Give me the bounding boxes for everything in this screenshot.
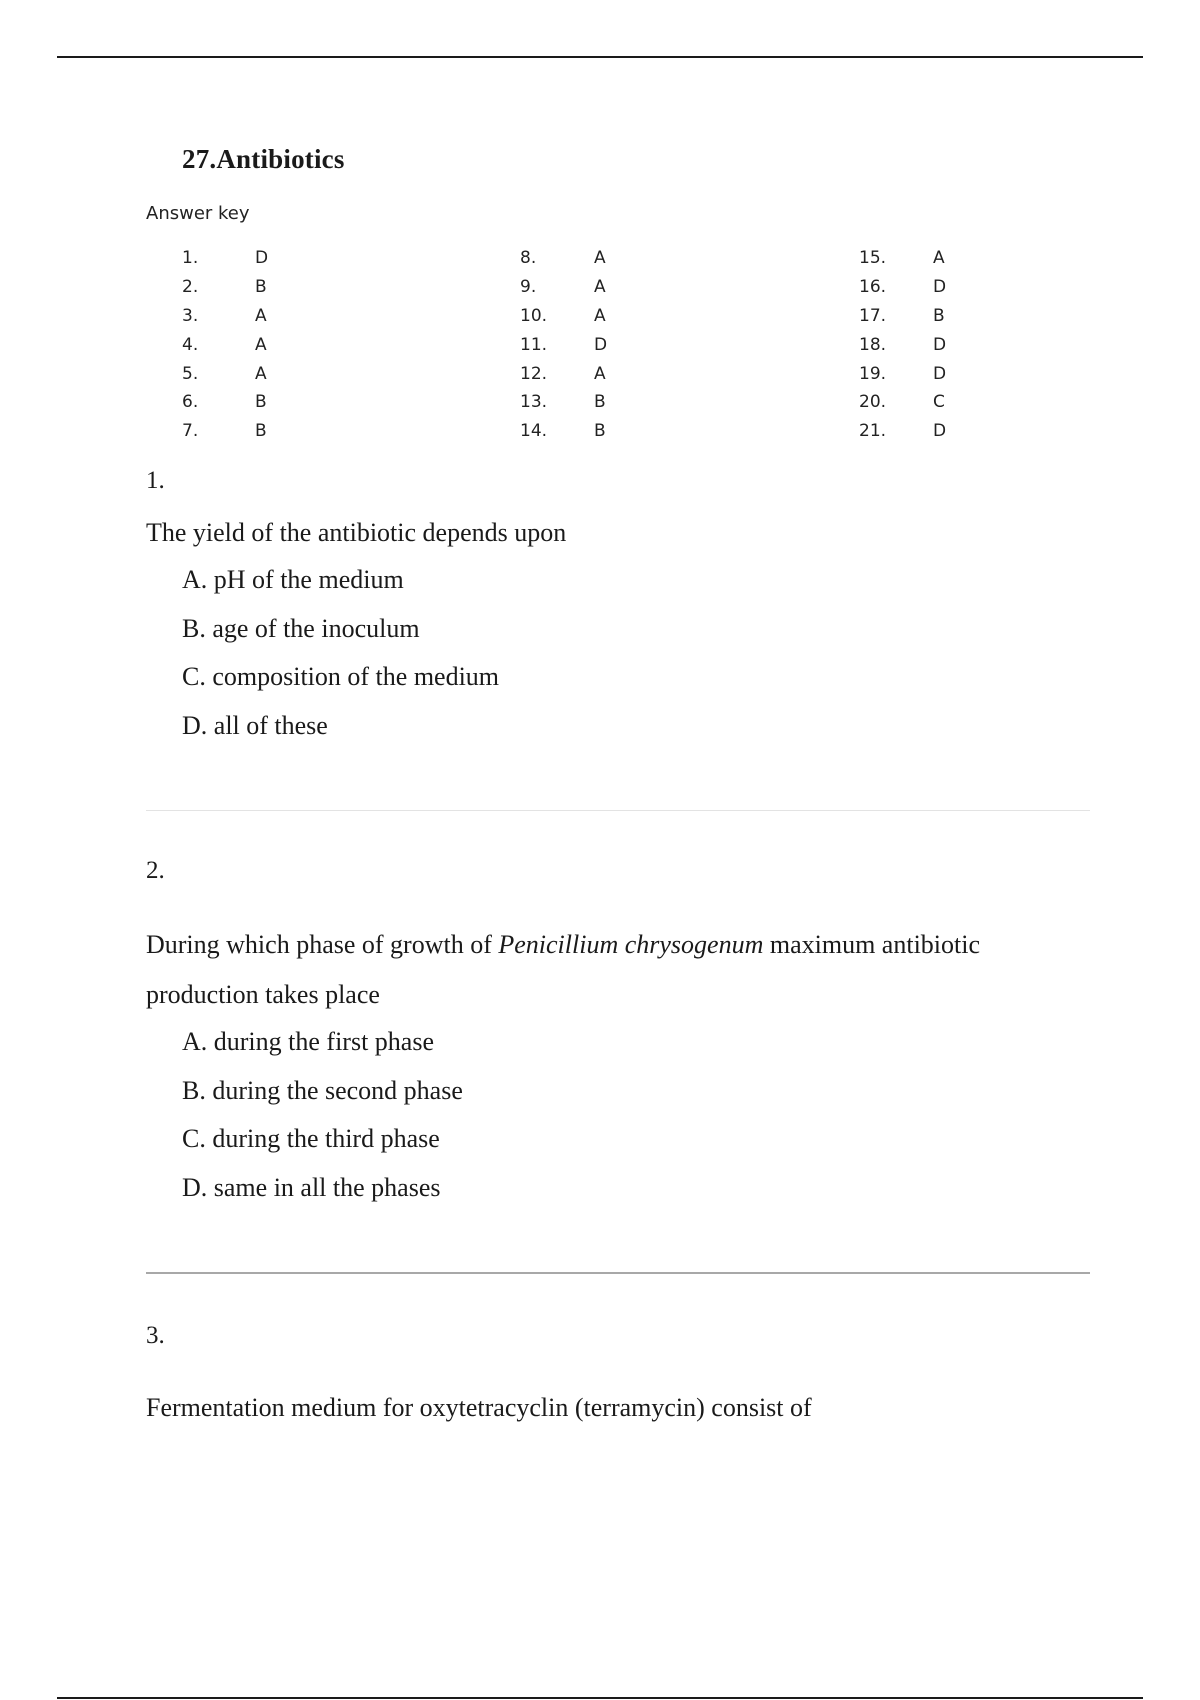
option-c: C. composition of the medium: [182, 662, 500, 691]
answer-key-number: 3.: [182, 305, 199, 326]
answer-key-label: Answer key: [146, 203, 250, 224]
answer-key-answer: D: [933, 363, 947, 384]
answer-key-number: 7.: [182, 421, 199, 442]
answer-key-number: 20.: [859, 392, 887, 413]
answer-key-answer: C: [933, 392, 945, 413]
answer-key-answer: B: [255, 392, 267, 413]
answer-key-answer: A: [594, 363, 606, 384]
option-d: D. same in all the phases: [182, 1172, 441, 1202]
question-divider: [146, 1272, 1090, 1274]
option-d: D. all of these: [182, 710, 328, 740]
organism-name: Penicillium chrysogenum: [498, 930, 764, 959]
option-a: A. pH of the medium: [182, 565, 404, 594]
option-b: B. age of the inoculum: [182, 613, 420, 643]
page-bottom-rule: [57, 1697, 1143, 1699]
question-1-number: 1.: [146, 467, 165, 494]
answer-key-answer: A: [933, 248, 945, 268]
answer-key-answer: B: [255, 276, 267, 297]
answer-key-number: 15.: [859, 248, 887, 268]
answer-key-answer: B: [255, 421, 267, 442]
question-2-text-end: maximum antibiotic production takes place: [146, 930, 981, 1009]
answer-key-answer: A: [594, 276, 606, 297]
answer-key-answer: D: [933, 421, 947, 442]
answer-key-number: 1.: [182, 248, 199, 268]
answer-key-answer: A: [255, 334, 267, 355]
question-2-text: [146, 920, 1076, 1020]
answer-key-answer: A: [594, 305, 606, 326]
answer-key-answer: A: [255, 363, 267, 384]
answer-key-answer: A: [594, 248, 606, 268]
answer-key-number: 18.: [859, 334, 887, 355]
option-b: B. during the second phase: [182, 1075, 463, 1105]
answer-key-number: 17.: [859, 305, 887, 326]
answer-key-answer: D: [933, 276, 947, 297]
question-2-number: 2.: [146, 857, 165, 884]
answer-key-number: 11.: [520, 334, 548, 355]
question-1-text: The yield of the antibiotic depends upon: [146, 518, 567, 547]
question-2-text-start: During which phase of growth of: [146, 930, 499, 959]
answer-key-answer: D: [594, 334, 608, 355]
answer-key-answer: D: [255, 248, 269, 268]
question-divider: [146, 810, 1090, 811]
document-title: 27.Antibiotics: [182, 144, 345, 174]
answer-key-number: 4.: [182, 334, 199, 355]
answer-key-answer: D: [933, 334, 947, 355]
answer-key-number: 2.: [182, 276, 199, 297]
answer-key-number: 6.: [182, 392, 199, 413]
answer-key-answer: A: [255, 305, 267, 326]
answer-key-number: 19.: [859, 363, 887, 384]
answer-key-number: 12.: [520, 363, 548, 384]
answer-key-number: 13.: [520, 392, 548, 413]
answer-key-number: 5.: [182, 363, 199, 384]
answer-key-number: 21.: [859, 421, 887, 442]
question-3-number: 3.: [146, 1322, 165, 1349]
page-top-rule: [57, 56, 1143, 58]
answer-key-answer: B: [933, 305, 945, 326]
option-c: C. during the third phase: [182, 1124, 440, 1153]
question-2-options: [182, 1027, 463, 1221]
answer-key-number: 16.: [859, 276, 887, 297]
answer-key-number: 10.: [520, 305, 548, 326]
question-1-options: [182, 565, 499, 759]
answer-key-answer: B: [594, 392, 606, 413]
answer-key-number: 8.: [520, 248, 537, 268]
answer-key-number: 9.: [520, 276, 537, 297]
answer-key-number: 14.: [520, 421, 548, 442]
question-3-text: Fermentation medium for oxytetracyclin (terramycin) consist of: [146, 1393, 812, 1422]
answer-key-answer: B: [594, 421, 606, 442]
option-a: A. during the first phase: [182, 1027, 435, 1056]
